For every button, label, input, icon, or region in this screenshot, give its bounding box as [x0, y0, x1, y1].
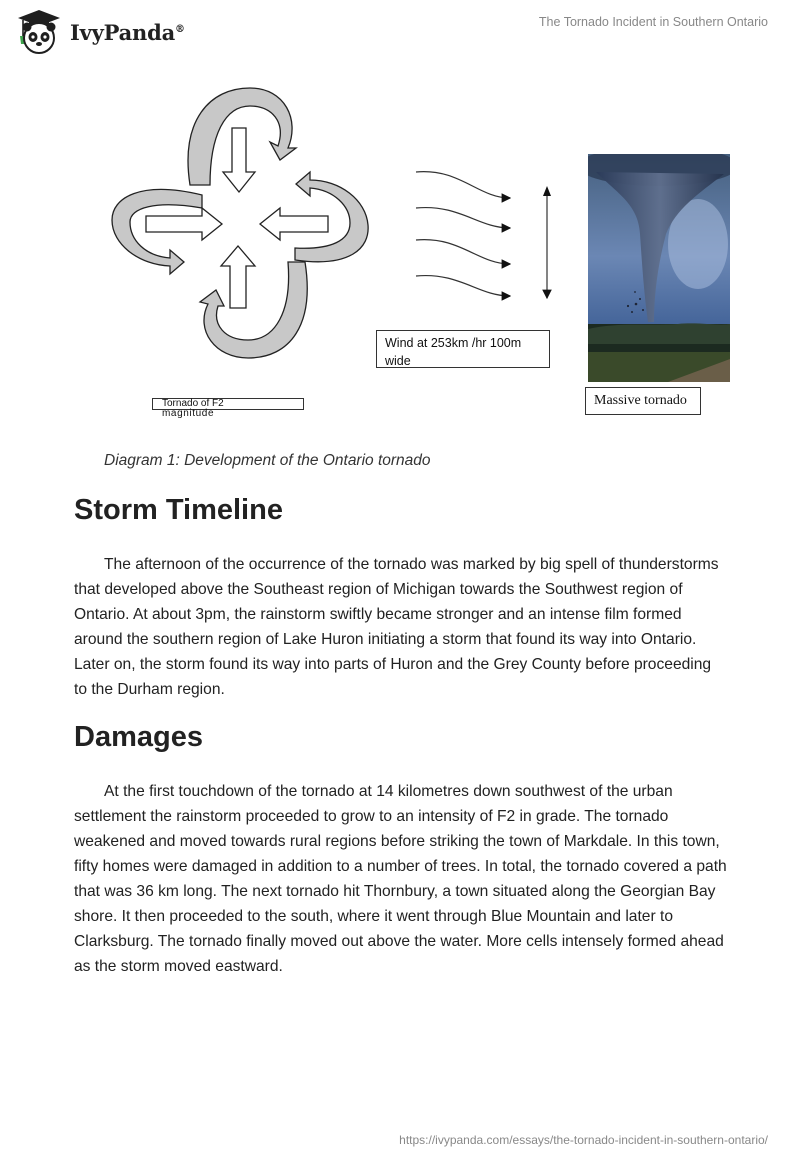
paragraph-storm-timeline: The afternoon of the occurrence of the tornado was marked by big spell of thunderstorms that developed above the Southeast region of Michigan towards the Southwest region of Ontario. At about 3pm, the rainstorm swiftly became stronger and an intense film formed around the southern region of Lake Huron initiating a storm that found its way into Ontario. Later on, the storm found its way into parts of Huron and the Grey County before proceeding to the Durham region. — [74, 556, 719, 698]
diagram-caption: Diagram 1: Development of the Ontario tornado — [104, 452, 431, 469]
section-heading-storm-timeline: Storm Timeline — [74, 494, 283, 526]
f2-magnitude-label: Tornado of F2 magnitude — [152, 398, 304, 410]
page-header — [0, 0, 800, 60]
ivypanda-logo[interactable] — [14, 8, 189, 56]
section-heading-damages: Damages — [74, 721, 203, 753]
source-url[interactable]: https://ivypanda.com/essays/the-tornado-incident-in-southern-ontario/ — [399, 1133, 768, 1147]
tornado-image — [588, 154, 730, 382]
paragraph-damages: At the first touchdown of the tornado at 14 kilometres down southwest of the urban settlement the rainstorm proceeded to grow to an intensity of F2 in grade. The tornado weakened and moved towards rural regions before striking the town of Markdale. In this town, fifty homes were damaged in addition to a number of trees. In total, the tornado covered a path that was 36 km long. The next tornado hit Thornbury, a town situated along the Georgian Bay shore. It then proceeded to the south, where it went through Blue Mountain and later to Clarksburg. The tornado finally moved out above the water. More cells intensely formed ahead as the storm moved eastward. — [74, 783, 727, 975]
panda-graduate-icon — [14, 8, 64, 56]
massive-tornado-label: Massive tornado — [585, 387, 701, 415]
document-title: The Tornado Incident in Southern Ontario — [538, 15, 768, 29]
tornado-photo — [588, 154, 730, 382]
tornado-diagram — [100, 80, 740, 425]
logo-text: IvyPanda® — [70, 19, 185, 45]
wind-speed-label: Wind at 253km /hr 100m wide — [376, 330, 550, 368]
